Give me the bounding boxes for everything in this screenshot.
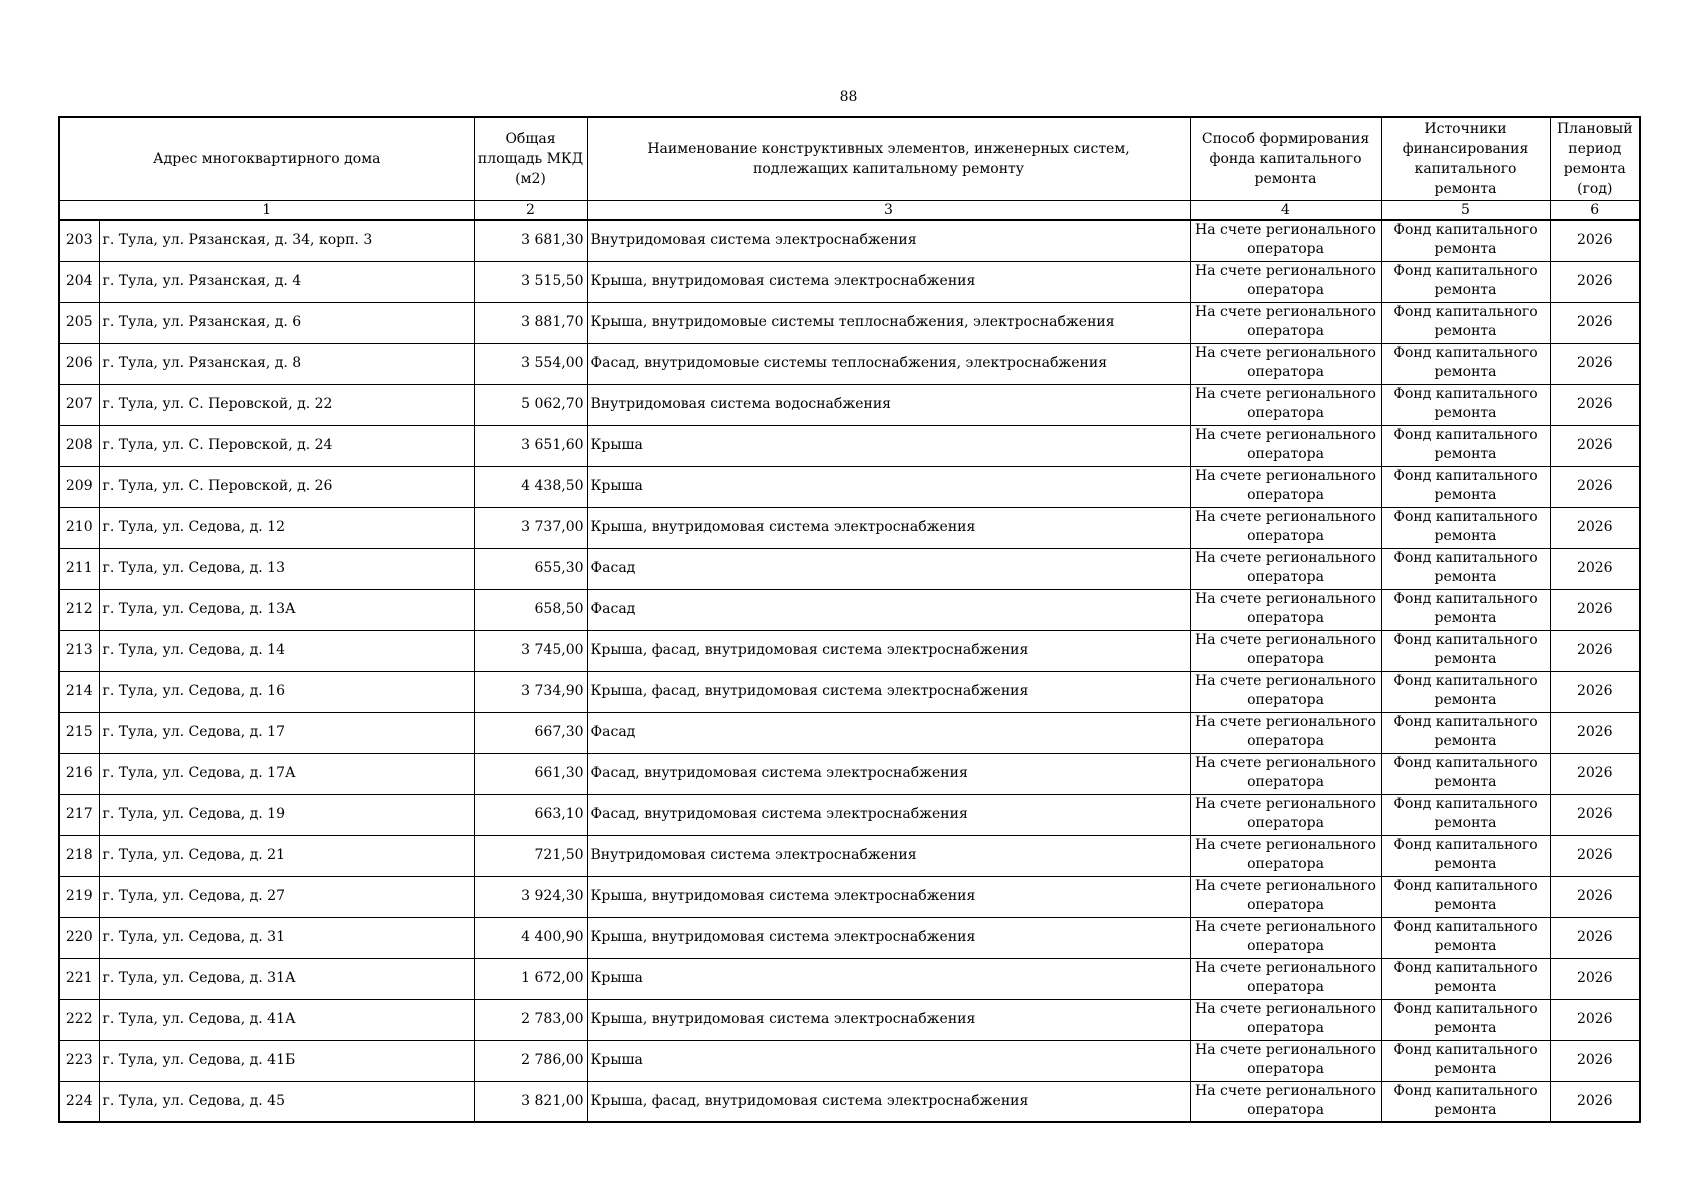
table-row bbox=[59, 876, 1640, 917]
table-row bbox=[59, 507, 1640, 548]
address-cell: г. Тула, ул. Седова, д. 31А bbox=[99, 958, 474, 999]
column-number: 1 bbox=[59, 201, 474, 221]
source-cell: Фонд капитального ремонта bbox=[1381, 261, 1550, 302]
row-number: 205 bbox=[59, 302, 99, 343]
address-cell: г. Тула, ул. Седова, д. 17А bbox=[99, 753, 474, 794]
header-period: Плановый период ремонта (год) bbox=[1550, 117, 1640, 201]
address-cell: г. Тула, ул. Седова, д. 13 bbox=[99, 548, 474, 589]
area-cell: 3 821,00 bbox=[474, 1081, 587, 1122]
year-cell: 2026 bbox=[1550, 958, 1640, 999]
method-cell: На счете регионального оператора bbox=[1190, 302, 1381, 343]
area-cell: 3 881,70 bbox=[474, 302, 587, 343]
column-number: 6 bbox=[1550, 201, 1640, 221]
address-cell: г. Тула, ул. Рязанская, д. 8 bbox=[99, 343, 474, 384]
source-cell: Фонд капитального ремонта bbox=[1381, 1081, 1550, 1122]
address-cell: г. Тула, ул. Рязанская, д. 34, корп. 3 bbox=[99, 220, 474, 261]
elements-cell: Фасад, внутридомовые системы теплоснабжения, электроснабжения bbox=[587, 343, 1190, 384]
table-row bbox=[59, 753, 1640, 794]
table-row bbox=[59, 794, 1640, 835]
elements-cell: Крыша, фасад, внутридомовая система электроснабжения bbox=[587, 630, 1190, 671]
year-cell: 2026 bbox=[1550, 999, 1640, 1040]
row-number: 211 bbox=[59, 548, 99, 589]
elements-cell: Крыша, внутридомовые системы теплоснабжения, электроснабжения bbox=[587, 302, 1190, 343]
source-cell: Фонд капитального ремонта bbox=[1381, 753, 1550, 794]
row-number: 224 bbox=[59, 1081, 99, 1122]
row-number: 207 bbox=[59, 384, 99, 425]
address-cell: г. Тула, ул. Седова, д. 31 bbox=[99, 917, 474, 958]
year-cell: 2026 bbox=[1550, 302, 1640, 343]
method-cell: На счете регионального оператора bbox=[1190, 1040, 1381, 1081]
header-area: Общая площадь МКД (м2) bbox=[474, 117, 587, 201]
table-row bbox=[59, 220, 1640, 261]
area-cell: 3 924,30 bbox=[474, 876, 587, 917]
table-row bbox=[59, 712, 1640, 753]
header-method: Способ формирования фонда капитального ремонта bbox=[1190, 117, 1381, 201]
elements-cell: Крыша, внутридомовая система электроснабжения bbox=[587, 507, 1190, 548]
year-cell: 2026 bbox=[1550, 794, 1640, 835]
method-cell: На счете регионального оператора bbox=[1190, 835, 1381, 876]
column-number: 5 bbox=[1381, 201, 1550, 221]
table-row bbox=[59, 261, 1640, 302]
area-cell: 655,30 bbox=[474, 548, 587, 589]
row-number: 221 bbox=[59, 958, 99, 999]
method-cell: На счете регионального оператора bbox=[1190, 384, 1381, 425]
area-cell: 3 515,50 bbox=[474, 261, 587, 302]
source-cell: Фонд капитального ремонта bbox=[1381, 835, 1550, 876]
year-cell: 2026 bbox=[1550, 835, 1640, 876]
address-cell: г. Тула, ул. Седова, д. 17 bbox=[99, 712, 474, 753]
method-cell: На счете регионального оператора bbox=[1190, 425, 1381, 466]
area-cell: 3 554,00 bbox=[474, 343, 587, 384]
source-cell: Фонд капитального ремонта bbox=[1381, 958, 1550, 999]
row-number: 222 bbox=[59, 999, 99, 1040]
year-cell: 2026 bbox=[1550, 630, 1640, 671]
area-cell: 3 745,00 bbox=[474, 630, 587, 671]
row-number: 215 bbox=[59, 712, 99, 753]
method-cell: На счете регионального оператора bbox=[1190, 1081, 1381, 1122]
year-cell: 2026 bbox=[1550, 548, 1640, 589]
area-cell: 3 651,60 bbox=[474, 425, 587, 466]
elements-cell: Крыша, внутридомовая система электроснабжения bbox=[587, 876, 1190, 917]
source-cell: Фонд капитального ремонта bbox=[1381, 1040, 1550, 1081]
method-cell: На счете регионального оператора bbox=[1190, 876, 1381, 917]
year-cell: 2026 bbox=[1550, 671, 1640, 712]
table-row bbox=[59, 1081, 1640, 1122]
year-cell: 2026 bbox=[1550, 220, 1640, 261]
year-cell: 2026 bbox=[1550, 425, 1640, 466]
table-row bbox=[59, 343, 1640, 384]
source-cell: Фонд капитального ремонта bbox=[1381, 507, 1550, 548]
method-cell: На счете регионального оператора bbox=[1190, 220, 1381, 261]
area-cell: 5 062,70 bbox=[474, 384, 587, 425]
year-cell: 2026 bbox=[1550, 712, 1640, 753]
area-cell: 1 672,00 bbox=[474, 958, 587, 999]
method-cell: На счете регионального оператора bbox=[1190, 589, 1381, 630]
column-numbers-row bbox=[59, 201, 1640, 221]
method-cell: На счете регионального оператора bbox=[1190, 999, 1381, 1040]
table-row bbox=[59, 671, 1640, 712]
area-cell: 667,30 bbox=[474, 712, 587, 753]
area-cell: 4 438,50 bbox=[474, 466, 587, 507]
table-body bbox=[59, 220, 1640, 1122]
elements-cell: Внутридомовая система электроснабжения bbox=[587, 220, 1190, 261]
address-cell: г. Тула, ул. Седова, д. 13А bbox=[99, 589, 474, 630]
year-cell: 2026 bbox=[1550, 917, 1640, 958]
area-cell: 3 737,00 bbox=[474, 507, 587, 548]
row-number: 213 bbox=[59, 630, 99, 671]
row-number: 218 bbox=[59, 835, 99, 876]
year-cell: 2026 bbox=[1550, 384, 1640, 425]
elements-cell: Фасад bbox=[587, 589, 1190, 630]
source-cell: Фонд капитального ремонта bbox=[1381, 466, 1550, 507]
table-row bbox=[59, 548, 1640, 589]
area-cell: 3 734,90 bbox=[474, 671, 587, 712]
source-cell: Фонд капитального ремонта bbox=[1381, 794, 1550, 835]
elements-cell: Крыша, внутридомовая система электроснабжения bbox=[587, 999, 1190, 1040]
column-number: 2 bbox=[474, 201, 587, 221]
area-cell: 2 783,00 bbox=[474, 999, 587, 1040]
table-header bbox=[59, 117, 1640, 220]
row-number: 216 bbox=[59, 753, 99, 794]
year-cell: 2026 bbox=[1550, 343, 1640, 384]
year-cell: 2026 bbox=[1550, 1081, 1640, 1122]
table-row bbox=[59, 1040, 1640, 1081]
repair-register-table bbox=[58, 116, 1641, 1123]
area-cell: 658,50 bbox=[474, 589, 587, 630]
address-cell: г. Тула, ул. Седова, д. 41А bbox=[99, 999, 474, 1040]
row-number: 212 bbox=[59, 589, 99, 630]
column-number: 3 bbox=[587, 201, 1190, 221]
source-cell: Фонд капитального ремонта bbox=[1381, 343, 1550, 384]
table-row bbox=[59, 835, 1640, 876]
elements-cell: Фасад bbox=[587, 712, 1190, 753]
page-number: 88 bbox=[839, 89, 858, 105]
source-cell: Фонд капитального ремонта bbox=[1381, 589, 1550, 630]
elements-cell: Крыша bbox=[587, 425, 1190, 466]
year-cell: 2026 bbox=[1550, 507, 1640, 548]
row-number: 210 bbox=[59, 507, 99, 548]
method-cell: На счете регионального оператора bbox=[1190, 507, 1381, 548]
method-cell: На счете регионального оператора bbox=[1190, 671, 1381, 712]
source-cell: Фонд капитального ремонта bbox=[1381, 671, 1550, 712]
table-row bbox=[59, 384, 1640, 425]
elements-cell: Крыша, фасад, внутридомовая система электроснабжения bbox=[587, 1081, 1190, 1122]
table-row bbox=[59, 466, 1640, 507]
row-number: 206 bbox=[59, 343, 99, 384]
method-cell: На счете регионального оператора bbox=[1190, 261, 1381, 302]
elements-cell: Фасад bbox=[587, 548, 1190, 589]
source-cell: Фонд капитального ремонта bbox=[1381, 548, 1550, 589]
address-cell: г. Тула, ул. Седова, д. 41Б bbox=[99, 1040, 474, 1081]
row-number: 204 bbox=[59, 261, 99, 302]
address-cell: г. Тула, ул. Седова, д. 16 bbox=[99, 671, 474, 712]
source-cell: Фонд капитального ремонта bbox=[1381, 876, 1550, 917]
method-cell: На счете регионального оператора bbox=[1190, 712, 1381, 753]
address-cell: г. Тула, ул. Седова, д. 19 bbox=[99, 794, 474, 835]
address-cell: г. Тула, ул. Седова, д. 27 bbox=[99, 876, 474, 917]
elements-cell: Фасад, внутридомовая система электроснабжения bbox=[587, 753, 1190, 794]
elements-cell: Фасад, внутридомовая система электроснабжения bbox=[587, 794, 1190, 835]
source-cell: Фонд капитального ремонта bbox=[1381, 917, 1550, 958]
address-cell: г. Тула, ул. Седова, д. 45 bbox=[99, 1081, 474, 1122]
address-cell: г. Тула, ул. Рязанская, д. 4 bbox=[99, 261, 474, 302]
method-cell: На счете регионального оператора bbox=[1190, 958, 1381, 999]
row-number: 220 bbox=[59, 917, 99, 958]
column-number: 4 bbox=[1190, 201, 1381, 221]
method-cell: На счете регионального оператора bbox=[1190, 548, 1381, 589]
address-cell: г. Тула, ул. Седова, д. 14 bbox=[99, 630, 474, 671]
row-number: 219 bbox=[59, 876, 99, 917]
address-cell: г. Тула, ул. С. Перовской, д. 24 bbox=[99, 425, 474, 466]
year-cell: 2026 bbox=[1550, 466, 1640, 507]
source-cell: Фонд капитального ремонта bbox=[1381, 220, 1550, 261]
header-address: Адрес многоквартирного дома bbox=[59, 117, 474, 201]
elements-cell: Крыша, фасад, внутридомовая система электроснабжения bbox=[587, 671, 1190, 712]
area-cell: 3 681,30 bbox=[474, 220, 587, 261]
elements-cell: Крыша, внутридомовая система электроснабжения bbox=[587, 261, 1190, 302]
elements-cell: Внутридомовая система электроснабжения bbox=[587, 835, 1190, 876]
row-number: 208 bbox=[59, 425, 99, 466]
row-number: 203 bbox=[59, 220, 99, 261]
source-cell: Фонд капитального ремонта bbox=[1381, 999, 1550, 1040]
area-cell: 663,10 bbox=[474, 794, 587, 835]
table-row bbox=[59, 589, 1640, 630]
method-cell: На счете регионального оператора bbox=[1190, 794, 1381, 835]
row-number: 214 bbox=[59, 671, 99, 712]
area-cell: 661,30 bbox=[474, 753, 587, 794]
address-cell: г. Тула, ул. Рязанская, д. 6 bbox=[99, 302, 474, 343]
source-cell: Фонд капитального ремонта bbox=[1381, 302, 1550, 343]
source-cell: Фонд капитального ремонта bbox=[1381, 630, 1550, 671]
method-cell: На счете регионального оператора bbox=[1190, 917, 1381, 958]
source-cell: Фонд капитального ремонта bbox=[1381, 712, 1550, 753]
year-cell: 2026 bbox=[1550, 753, 1640, 794]
year-cell: 2026 bbox=[1550, 876, 1640, 917]
table-row bbox=[59, 630, 1640, 671]
address-cell: г. Тула, ул. С. Перовской, д. 26 bbox=[99, 466, 474, 507]
year-cell: 2026 bbox=[1550, 1040, 1640, 1081]
row-number: 209 bbox=[59, 466, 99, 507]
address-cell: г. Тула, ул. Седова, д. 21 bbox=[99, 835, 474, 876]
year-cell: 2026 bbox=[1550, 261, 1640, 302]
method-cell: На счете регионального оператора bbox=[1190, 343, 1381, 384]
source-cell: Фонд капитального ремонта bbox=[1381, 425, 1550, 466]
address-cell: г. Тула, ул. Седова, д. 12 bbox=[99, 507, 474, 548]
elements-cell: Крыша bbox=[587, 1040, 1190, 1081]
area-cell: 721,50 bbox=[474, 835, 587, 876]
source-cell: Фонд капитального ремонта bbox=[1381, 384, 1550, 425]
table-row bbox=[59, 425, 1640, 466]
area-cell: 2 786,00 bbox=[474, 1040, 587, 1081]
elements-cell: Внутридомовая система водоснабжения bbox=[587, 384, 1190, 425]
method-cell: На счете регионального оператора bbox=[1190, 630, 1381, 671]
row-number: 223 bbox=[59, 1040, 99, 1081]
table-row bbox=[59, 302, 1640, 343]
area-cell: 4 400,90 bbox=[474, 917, 587, 958]
elements-cell: Крыша, внутридомовая система электроснабжения bbox=[587, 917, 1190, 958]
year-cell: 2026 bbox=[1550, 589, 1640, 630]
method-cell: На счете регионального оператора bbox=[1190, 466, 1381, 507]
header-source: Источники финансирования капитального ремонта bbox=[1381, 117, 1550, 201]
row-number: 217 bbox=[59, 794, 99, 835]
address-cell: г. Тула, ул. С. Перовской, д. 22 bbox=[99, 384, 474, 425]
method-cell: На счете регионального оператора bbox=[1190, 753, 1381, 794]
elements-cell: Крыша bbox=[587, 958, 1190, 999]
header-elements: Наименование конструктивных элементов, инженерных систем, подлежащих капитальному ремонту bbox=[587, 117, 1190, 201]
table-row bbox=[59, 958, 1640, 999]
elements-cell: Крыша bbox=[587, 466, 1190, 507]
table-row bbox=[59, 917, 1640, 958]
table-row bbox=[59, 999, 1640, 1040]
